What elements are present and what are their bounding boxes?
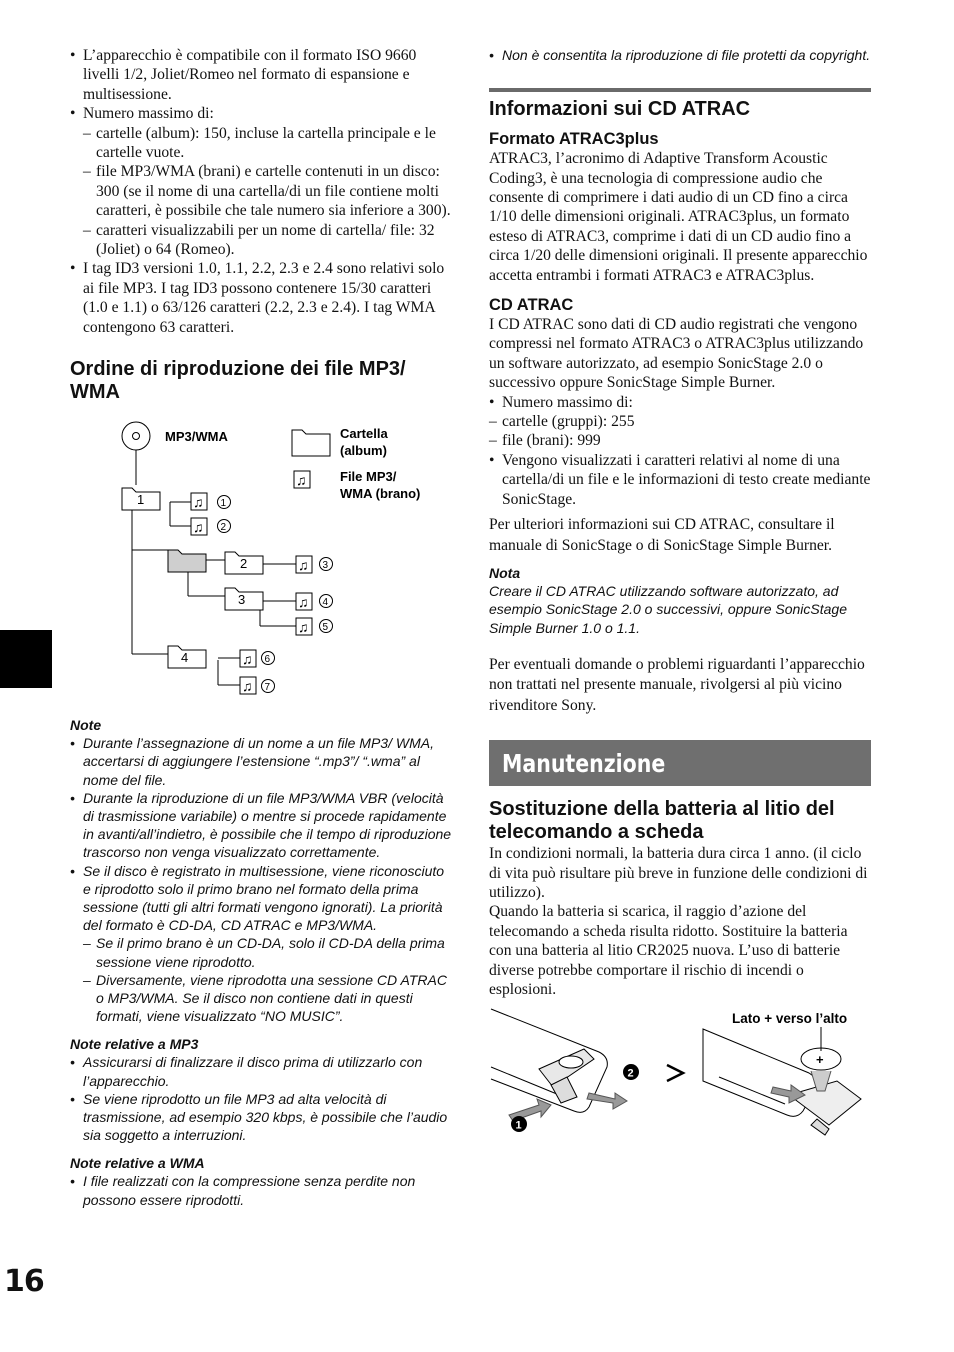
legend-folder-label-1: Cartella: [340, 426, 388, 442]
svg-text:4: 4: [322, 597, 329, 609]
notes-block: [70, 734, 452, 1025]
svg-text:2: 2: [220, 522, 227, 534]
folder-2: [225, 552, 263, 574]
file-4: [296, 593, 333, 610]
nota-title: Nota: [489, 565, 521, 582]
disc-label: MP3/WMA: [165, 429, 228, 445]
folder-4: [168, 646, 206, 668]
compat-list: [70, 46, 452, 124]
svg-text:3: 3: [238, 592, 246, 608]
format-text: ATRAC3, l’acronimo di Adaptive Transform Acoustic Coding3, è una tecnologia di compressione audio che consente di comprimere i dati audio di un CD fino a circa 1/10 delle dimensioni originali. ATRAC3plus, un formato esteso di ATRAC3, comprime i dati di un CD audio fino a circa 1/20 delle dimensioni originali. Il presente apparecchio accetta entrambi i formati ATRAC3 e ATRAC3plus.: [489, 150, 868, 284]
playback-order-diagram: [70, 418, 452, 708]
svg-text:♫: ♫: [298, 619, 309, 636]
svg-text:2: 2: [627, 1067, 634, 1080]
battery-text-2: Quando la batteria si scarica, il raggio d’azione del telecomando a scheda risulta ridotto. Sostituire la batteria con una batteria al litio CR2025 nuova. L’uso di batterie diverse potrebbe comportare il rischio di incendi o esplosioni.: [489, 903, 848, 999]
battery-heading: Sostituzione della batteria al litio del telecomando a scheda: [489, 798, 835, 844]
list-item: • Se il disco è registrato in multisessione, viene riconosciuto e riprodotto solo il primo brano nel formato della prima sessione (tutti gli altri formati vengono ignorati). La priorità del formato è CD-DA, CD ATRAC e MP3/WMA.: [70, 862, 452, 935]
svg-text:♫: ♫: [242, 651, 253, 668]
list-item: • I file realizzati con la compressione senza perdite non possono essere riprodotti.: [70, 1172, 452, 1208]
svg-text:♫: ♫: [193, 519, 204, 536]
tree-lines: [132, 450, 296, 685]
battery-orientation-label: Lato + verso l’alto: [732, 1011, 848, 1027]
disc-icon: [122, 422, 150, 450]
note-title: Note: [70, 717, 102, 734]
remote-card-illustration-2: [703, 1029, 861, 1135]
left-column: [70, 46, 452, 1209]
svg-text:5: 5: [322, 622, 329, 634]
svg-text:1: 1: [137, 492, 145, 508]
legend-file-icon: [294, 471, 310, 488]
maintenance-title: Manutenzione: [502, 748, 666, 778]
svg-text:1: 1: [515, 1119, 522, 1132]
contact-text: Per eventuali domande o problemi riguardanti l’apparecchio non trattati nel presente manuale, rivolgersi al più vicino rivenditore Sony.: [489, 655, 865, 714]
svg-text:1: 1: [220, 498, 227, 510]
legend-folder-icon: [292, 430, 330, 456]
svg-text:4: 4: [181, 650, 189, 666]
cd-atrac-heading: CD ATRAC: [489, 296, 574, 315]
svg-text:♫: ♫: [242, 678, 253, 695]
id3-list: [70, 259, 452, 337]
svg-text:+: +: [816, 1052, 824, 1068]
list-item: – file (brani): 999: [489, 431, 871, 450]
step-2-marker: [623, 1064, 639, 1080]
order-heading: Ordine di riproduzione dei file MP3/ WMA: [70, 358, 406, 404]
list-item: • Numero massimo di:: [489, 393, 871, 412]
step-1-marker: [511, 1116, 527, 1132]
folder-1: [122, 488, 160, 510]
list-item: – cartelle (gruppi): 255: [489, 412, 871, 431]
list-item: • Assicurarsi di finalizzare il disco prima di utilizzarlo con l’apparecchio.: [70, 1053, 452, 1089]
wma-notes-block: [70, 1172, 452, 1208]
list-item: • I tag ID3 versioni 1.0, 1.1, 2.2, 2.3 e 2.4 sono relativi solo ai file MP3. I tag ID3 possono contenere 15/30 caratteri (1.0 e 1.1) o 63/126 caratteri (2.2, 2.3 e 2.4). I tag WMA contengono 63 caratteri.: [70, 259, 452, 337]
nota-text: Creare il CD ATRAC utilizzando software autorizzato, ad esempio SonicStage 2.0 o successivi, oppure SonicStage Simple Burner 1.0 o 1.1.: [489, 583, 847, 636]
more-info-text: Per ulteriori informazioni sui CD ATRAC, consultare il manuale di SonicStage o di SonicStage Simple Burner.: [489, 516, 835, 554]
mp3-notes-title: Note relative a MP3: [70, 1036, 199, 1053]
page-number: 16: [4, 1264, 44, 1299]
svg-text:6: 6: [264, 654, 271, 666]
legend-file-label-2: WMA (brano): [340, 486, 421, 502]
cd-atrac-text: I CD ATRAC sono dati di CD audio registrati che vengono compressi nel formato ATRAC3 o ATRAC3plus utilizzando un software autorizzato, ad esempio SonicStage 2.0 o successivo oppure SonicStage Simple Burner.: [489, 316, 864, 392]
svg-text:♫: ♫: [298, 557, 309, 574]
file-5: [296, 618, 333, 635]
right-column: [489, 46, 871, 1147]
list-item: – cartelle (album): 150, incluse la cartella principale e le cartelle vuote.: [83, 124, 452, 163]
list-item: • L’apparecchio è compatibile con il formato ISO 9660 livelli 1/2, Joliet/Romeo nel formato di espansione e multisessione.: [70, 46, 452, 104]
section-tab-marker: [0, 630, 52, 688]
list-item: • Se viene riprodotto un file MP3 ad alta velocità di trasmissione, ad esempio 320 kbps, è possibile che l’audio sia soggetto a interruzioni.: [70, 1090, 452, 1145]
list-item: • Vengono visualizzati i caratteri relativi al nome di una cartella/di un file e le informazioni di testo create mediante SonicStage.: [489, 451, 871, 509]
file-2: [191, 518, 231, 535]
format-heading: Formato ATRAC3plus: [489, 130, 659, 149]
folder-3: [225, 588, 263, 610]
legend-folder-label-2: (album): [340, 443, 387, 459]
cd-atrac-list: [489, 393, 871, 412]
file-6: [240, 650, 275, 667]
cd-atrac-sublist: [489, 412, 871, 451]
list-item: – Diversamente, viene riprodotta una sessione CD ATRAC o MP3/WMA. Se il disco non contiene dati in questi formati, viene visualizzato “NO MUSIC”.: [83, 971, 452, 1026]
wma-notes-title: Note relative a WMA: [70, 1155, 205, 1172]
svg-text:♫: ♫: [193, 494, 204, 511]
list-item: • Durante la riproduzione di un file MP3/WMA VBR (velocità di trasmissione variabile) o mentre si procede rapidamente in avanti/all’indietro, è possibile che il tempo di riproduzione trascorso non venga visualizzato correttamente.: [70, 789, 452, 862]
compat-sublist: [83, 124, 452, 260]
list-item: – Se il primo brano è un CD-DA, solo il CD-DA della prima sessione viene riprodotto.: [83, 934, 452, 970]
list-item: • Durante l’assegnazione di un nome a un file MP3/ WMA, accertarsi di aggiungere l’estensione “.mp3”/ “.wma” al nome del file.: [70, 734, 452, 789]
list-item: – caratteri visualizzabili per un nome di cartella/ file: 32 (Joliet) o 64 (Romeo).: [83, 221, 452, 260]
section-divider: [489, 88, 871, 92]
svg-text:♫: ♫: [298, 594, 309, 611]
copyright-note: [489, 46, 871, 64]
list-item: [70, 104, 452, 123]
folder-root-selected: [168, 550, 206, 572]
list-item-text: Numero massimo di:: [83, 105, 214, 123]
svg-text:3: 3: [322, 560, 329, 572]
file-7: [240, 677, 275, 694]
list-item: – file MP3/WMA (brani) e cartelle contenuti in un disco: 300 (se il nome di una cartella/di un file contiene molti caratteri, è possibile che tale numero sia inferiore a 300).: [83, 162, 452, 220]
svg-text:7: 7: [264, 682, 271, 694]
mp3-notes-block: [70, 1053, 452, 1144]
file-1: [191, 493, 231, 510]
battery-text-1: In condizioni normali, la batteria dura circa 1 anno. (il ciclo di vita può risultare più breve in funzione delle condizioni di utilizzo).: [489, 845, 868, 902]
battery-replacement-figure: [489, 1007, 871, 1147]
atrac-heading: Informazioni sui CD ATRAC: [489, 98, 751, 121]
arrow-pull-icon: [587, 1093, 627, 1109]
arrow-right-icon: [667, 1065, 683, 1081]
maintenance-banner: [489, 740, 871, 786]
svg-text:2: 2: [240, 556, 248, 572]
file-3: [296, 556, 333, 573]
list-item: • Non è consentita la riproduzione di file protetti da copyright.: [489, 46, 871, 64]
legend-file-label-1: File MP3/: [340, 469, 397, 485]
svg-text:♫: ♫: [296, 472, 307, 489]
cd-atrac-list-2: [489, 451, 871, 509]
